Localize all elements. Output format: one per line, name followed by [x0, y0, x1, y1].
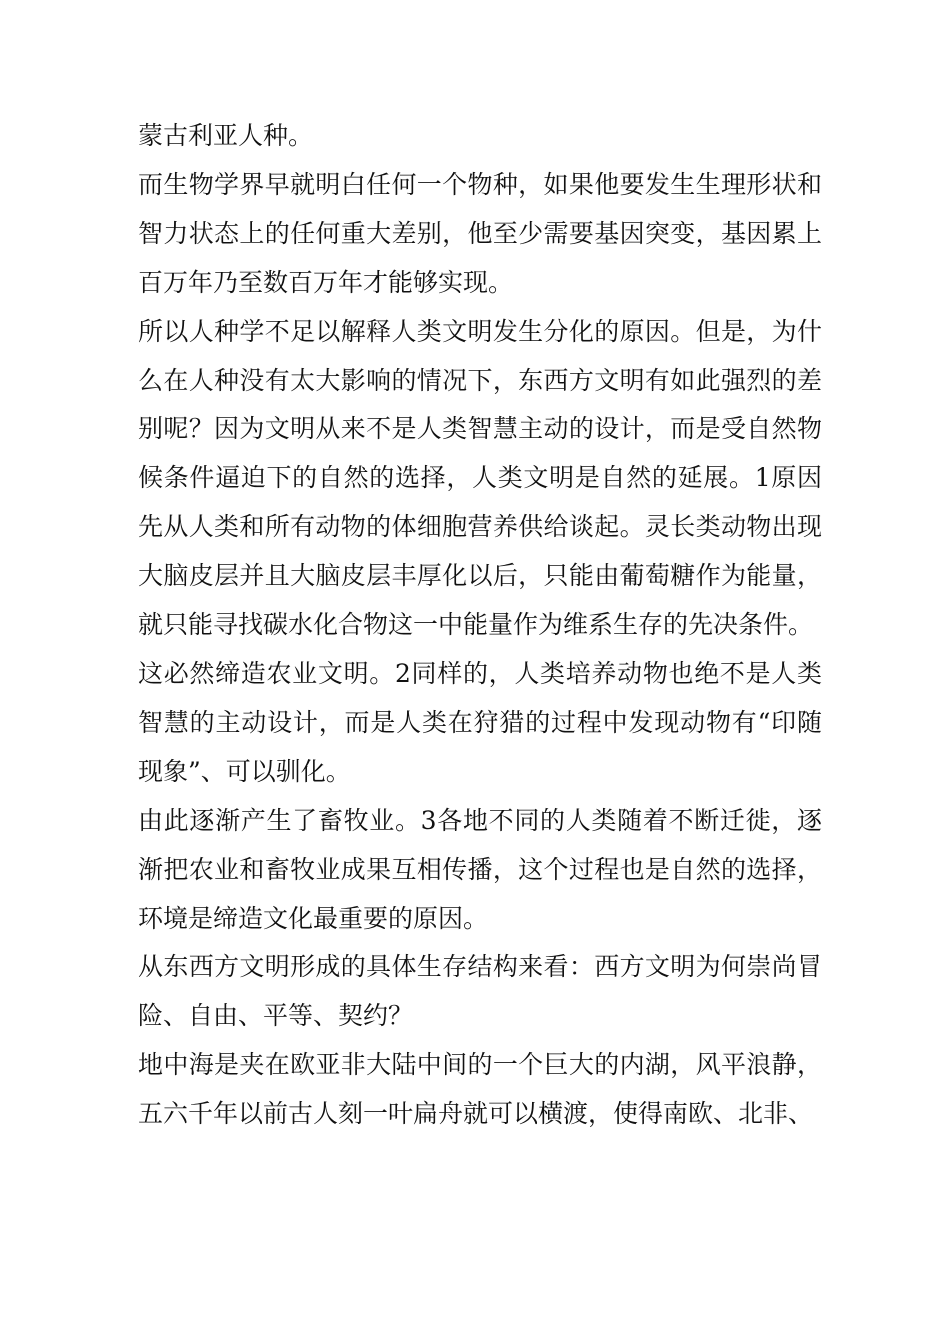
paragraph-7: 地中海是夹在欧亚非大陆中间的一个巨大的内湖，风平浪静，五六千年以前古人刻一叶扁舟就可以横渡，使得南欧、北非、: [138, 1050, 822, 1129]
paragraph-4: 这必然缔造农业文明。2同样的，人类培养动物也绝不是人类智慧的主动设计，而是人类在狩猎的过程中发现动物有“印随现象”、可以驯化。: [138, 658, 822, 786]
paragraph-6: 从东西方文明形成的具体生存结构来看：西方文明为何崇尚冒险、自由、平等、契约？: [138, 952, 822, 1031]
paragraph-1: 蒙古利亚人种。: [138, 121, 314, 150]
paragraph-2: 而生物学界早就明白任何一个物种，如果他要发生生理形状和智力状态上的任何重大差别，他至少需要基因突变，基因累上百万年乃至数百万年才能够实现。: [138, 169, 822, 297]
paragraph-5: 由此逐渐产生了畜牧业。3各地不同的人类随着不断迁徙，逐渐把农业和畜牧业成果互相传播，这个过程也是自然的选择，环境是缔造文化最重要的原因。: [138, 805, 822, 933]
body-text: [138, 112, 822, 1139]
paragraph-3: 所以人种学不足以解释人类文明发生分化的原因。但是，为什么在人种没有太大影响的情况下，东西方文明有如此强烈的差别呢？因为文明从来不是人类智慧主动的设计，而是受自然物候条件逼迫下的自然的选择，人类文明是自然的延展。1原因先从人类和所有动物的体细胞营养供给谈起。灵长类动物出现大脑皮层并且大脑皮层丰厚化以后，只能由葡萄糖作为能量，就只能寻找碳水化合物这一中能量作为维系生存的先决条件。: [138, 316, 822, 640]
